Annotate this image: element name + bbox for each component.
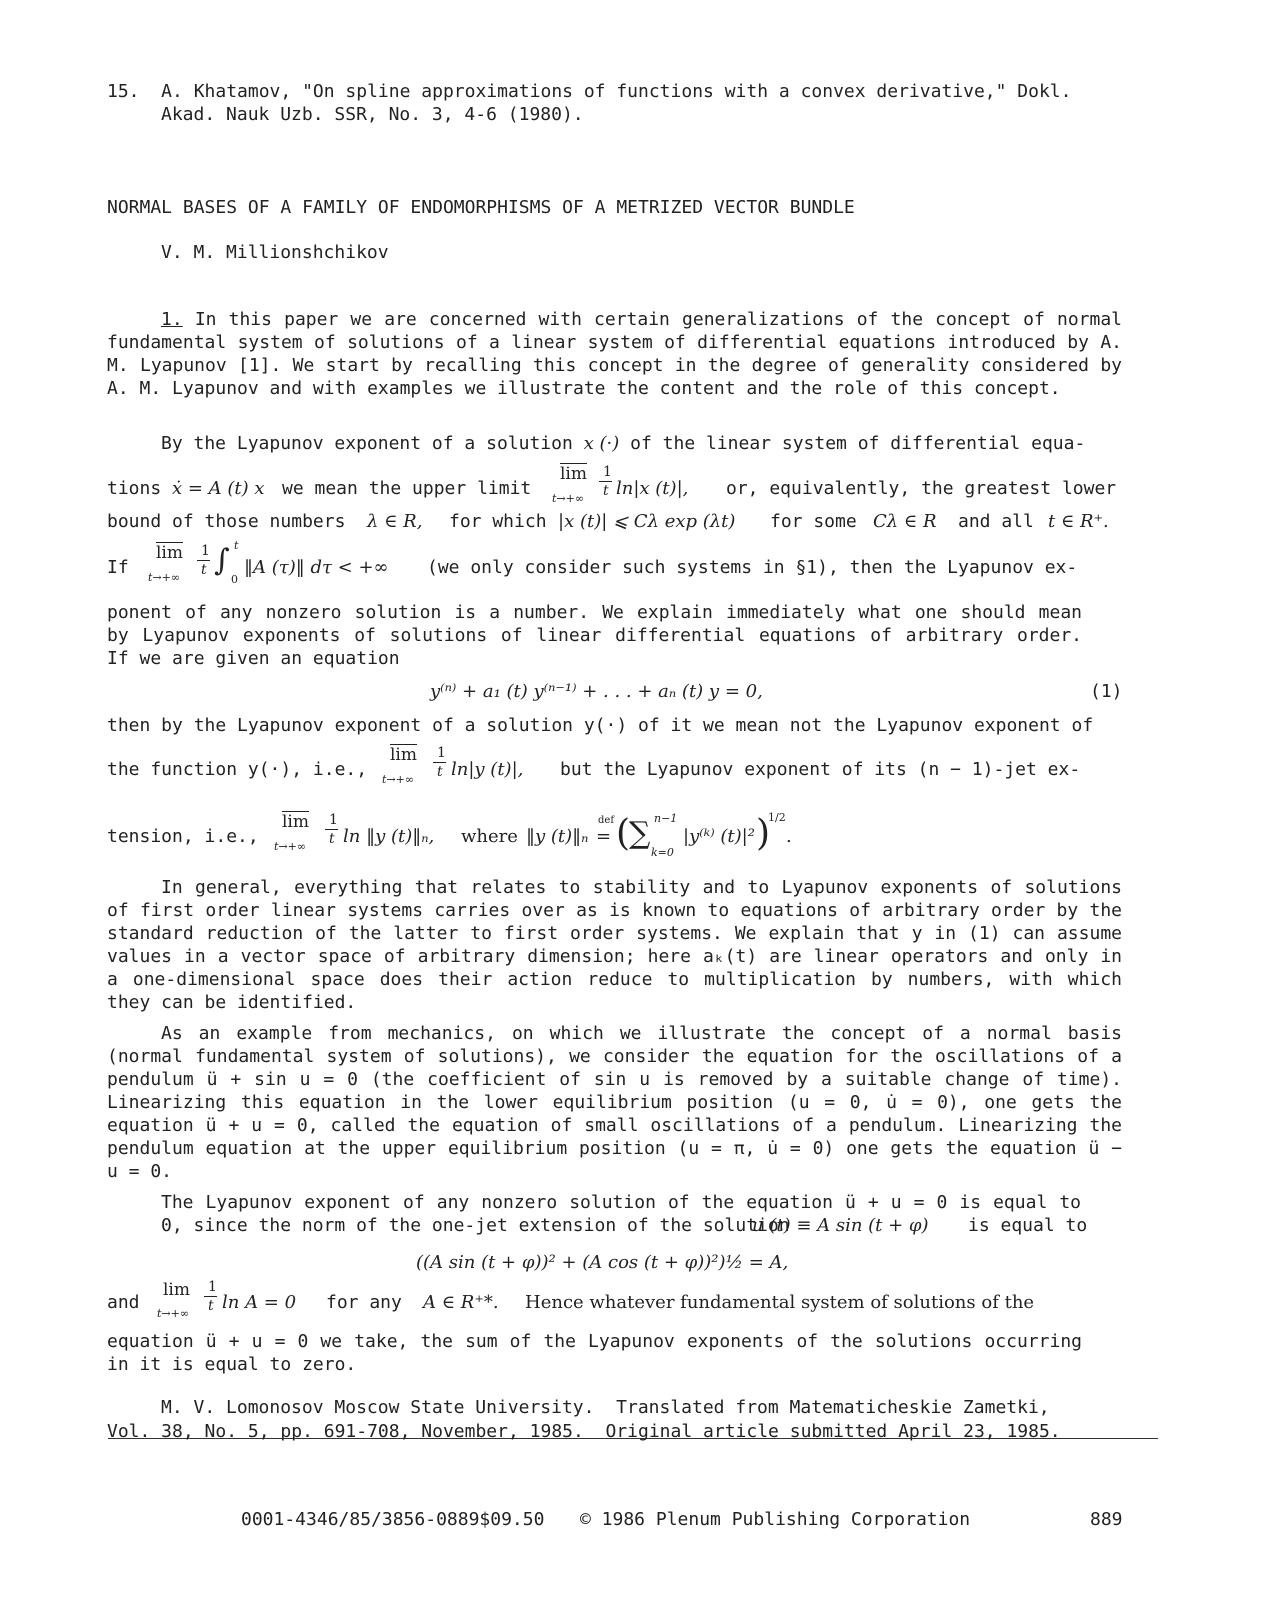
equation-1: y⁽ⁿ⁾ + a₁ (t) y⁽ⁿ⁻¹⁾ + . . . + aₙ (t) y = 0, <box>430 681 763 702</box>
limsup-2: $\overline{lim}$ <box>156 543 183 563</box>
paragraph-6: As an example from mechanics, on which we illustrate the concept of a normal basis (normal fundamental system of solutions), we consider the equation for the oscillations of a pendulum ü + sin u = 0 (the coefficient of sin u is removed by a suitable change of time). Linearizing this equation in the lower equilibrium position (u = 0, u̇ = 0), one gets the equation ü + u = 0, called the equation of small oscillations of a pendulum. Linearizing the pendulum equation at the upper equilibrium position (u = π, u̇ = 0) one gets the equation ü − u = 0. <box>107 1023 1122 1182</box>
article-author: V. M. Millionshchikov <box>161 242 389 263</box>
integral-upper: t <box>234 539 239 552</box>
p4-line2-b: but the Lyapunov exponent of its (n − 1)-jet ex- <box>560 759 1081 780</box>
t-in-R-plus: t ∈ R⁺. <box>1048 511 1109 532</box>
paragraph-5: In general, everything that relates to stability and to Lyapunov exponents of solutions of first order linear systems carries over as is known to equations of arbitrary order by the standard reduction of the latter to first order systems. We explain that y in (1) can assume values in a vector space of arbitrary dimension; here aₖ(t) are linear operators and only in a one-dimensional space does their action reduce to multiplication by numbers, with which they can be identified. <box>107 877 1122 1013</box>
sum-term: |y⁽ᵏ⁾ (t)|² <box>683 826 755 847</box>
frac-5-bar <box>204 1296 217 1297</box>
lim-5-sub: t→+∞ <box>157 1307 190 1320</box>
footer-code: 0001-4346/85/3856-0889$09.50 <box>241 1509 545 1530</box>
sigma-sign: ∑ <box>629 816 651 851</box>
frac-4-num: 1 <box>329 812 338 828</box>
frac-2-bar <box>197 560 210 561</box>
reference-15-line1: 15. A. Khatamov, "On spline approximations of functions with a convex derivative," Dokl. <box>107 81 1072 102</box>
p2-bound: bound of those numbers <box>107 511 346 532</box>
integral-sign: ∫ <box>214 543 230 578</box>
solution-symbol: x (·) <box>583 433 620 454</box>
equation-2: ((A sin (t + φ))² + (A cos (t + φ))²)½ = A, <box>416 1252 789 1273</box>
p2-and-all: and all <box>958 511 1034 532</box>
p7-solution: u (t) ≡ A sin (t + φ) <box>752 1215 929 1236</box>
frac-4-bar <box>325 829 338 830</box>
p4-where: where <box>461 826 518 847</box>
frac-4-den: t <box>329 831 335 847</box>
p4-line1: then by the Lyapunov exponent of a solution y(·) of it we mean not the Lyapunov exponent of <box>107 715 1094 736</box>
log-norm-1: ln|x (t)|, <box>616 478 689 499</box>
sum-upper: n−1 <box>654 812 678 825</box>
frac-3-den: t <box>437 764 443 780</box>
footer-copyright: © 1986 Plenum Publishing Corporation <box>580 1509 971 1530</box>
p2-inequality: |x (t)| ⩽ Cλ exp (λt) <box>558 511 736 532</box>
frac-2-num: 1 <box>201 543 210 559</box>
paragraph-9: equation ü + u = 0 we take, the sum of the Lyapunov exponents of the solutions occurring in it is equal to zero. <box>107 1331 1082 1375</box>
frac-1-den: t <box>603 483 609 499</box>
p2-line1 <box>161 432 1085 455</box>
p8-for-any: for any <box>326 1292 402 1313</box>
frac-5-num: 1 <box>208 1279 217 1295</box>
log-y-1: ln|y (t)|, <box>451 759 524 780</box>
p2-if: If <box>107 557 129 578</box>
frac-1-bar <box>599 481 612 482</box>
limsup-1: $\overline{lim}$ <box>560 464 587 484</box>
sum-lower: k=0 <box>651 846 674 859</box>
limsup-3: $\overline{lim}$ <box>390 745 417 765</box>
lambda-in-R: λ ∈ R, <box>367 511 423 532</box>
p2-for-some: for some <box>770 511 857 532</box>
p2-equation: ẋ = A (t) x <box>172 478 265 499</box>
footnote-line2: Vol. 38, No. 5, pp. 691-708, November, 1985. Original article submitted April 23, 1985. <box>107 1421 1061 1442</box>
p2-greatest-lower: or, equivalently, the greatest lower <box>726 478 1117 499</box>
p4-line2-a: the function y(·), i.e., <box>107 759 368 780</box>
p2-upper-limit-text: we mean the upper limit <box>282 478 532 499</box>
frac-5-den: t <box>208 1298 214 1314</box>
p7-equal-to: is equal to <box>968 1215 1088 1236</box>
paragraph-1-text: In this paper we are concerned with certain generalizations of the concept of normal fundamental system of solutions of a linear system of differential equations introduced by A. M. Lyapunov [1]. We start by recalling this concept in the degree of generality considered by A. M. Lyapunov and with examples we illustrate the content and the role of this concept. <box>107 309 1122 399</box>
equation-1-number: (1) <box>1090 681 1123 702</box>
limsup-4: $\overline{lim}$ <box>282 812 309 832</box>
paren-close: ) <box>756 813 771 854</box>
frac-2-den: t <box>201 562 207 578</box>
integral-body: ‖A (τ)‖ dτ < +∞ <box>244 557 389 578</box>
limsup-2-sub: t→+∞ <box>148 571 181 584</box>
frac-3-num: 1 <box>437 745 446 761</box>
limsup-3-sub: t→+∞ <box>382 773 415 786</box>
limsup-4-sub: t→+∞ <box>274 840 307 853</box>
log-A: ln A = 0 <box>222 1292 297 1313</box>
frac-3-bar <box>433 762 446 763</box>
reference-15-line2: Akad. Nauk Uzb. SSR, No. 3, 4-6 (1980). <box>161 104 584 125</box>
page-number: 889 <box>1090 1509 1123 1530</box>
frac-1-num: 1 <box>603 464 612 480</box>
p8-rest: Hence whatever fundamental system of solutions of the <box>525 1292 1035 1313</box>
p7-line1 <box>161 1191 1081 1237</box>
footnote-line1: M. V. Lomonosov Moscow State University. Translated from Matematicheskie Zametki, <box>161 1397 1050 1418</box>
log-norm-n: ln ‖y (t)‖ₙ, <box>343 826 435 847</box>
exponent-half: 1/2 <box>768 811 786 824</box>
A-in-R: A ∈ R⁺*. <box>423 1292 499 1313</box>
limsup-1-sub: t→+∞ <box>552 492 585 505</box>
paragraph-3: ponent of any nonzero solution is a number. We explain immediately what one should mean by Lyapunov exponents of solutions of linear differential equations of arbitrary order. If we are given an equation <box>107 602 1082 669</box>
p4-line3-a: tension, i.e., <box>107 826 259 847</box>
lim-5: lim <box>163 1280 190 1300</box>
p2-tions: tions <box>107 478 162 499</box>
paragraph-1 <box>107 308 1122 400</box>
def-equals: = <box>596 826 612 847</box>
p2-text-a: By the Lyapunov exponent of a solution <box>161 433 573 454</box>
p2-for-which: for which <box>449 511 547 532</box>
period: . <box>786 826 792 847</box>
article-title: NORMAL BASES OF A FAMILY OF ENDOMORPHISMS OF A METRIZED VECTOR BUNDLE <box>107 197 855 218</box>
integral-lower: 0 <box>231 573 238 586</box>
jet-norm: ‖y (t)‖ₙ <box>526 826 589 847</box>
p7-text: The Lyapunov exponent of any nonzero solution of the equation ü + u = 0 is equal to 0, since the norm of the one-jet extension of the solution <box>161 1192 1081 1236</box>
def-label: def <box>598 815 615 826</box>
paren-open: ( <box>616 813 631 854</box>
p2-only-consider: (we only consider such systems in §1), then the Lyapunov ex- <box>427 557 1078 578</box>
section-number: 1. <box>161 309 183 330</box>
p8-and: and <box>107 1292 140 1313</box>
p2-text-b: of the linear system of differential equa- <box>630 433 1086 454</box>
c-lambda: Cλ ∈ R <box>873 511 937 532</box>
